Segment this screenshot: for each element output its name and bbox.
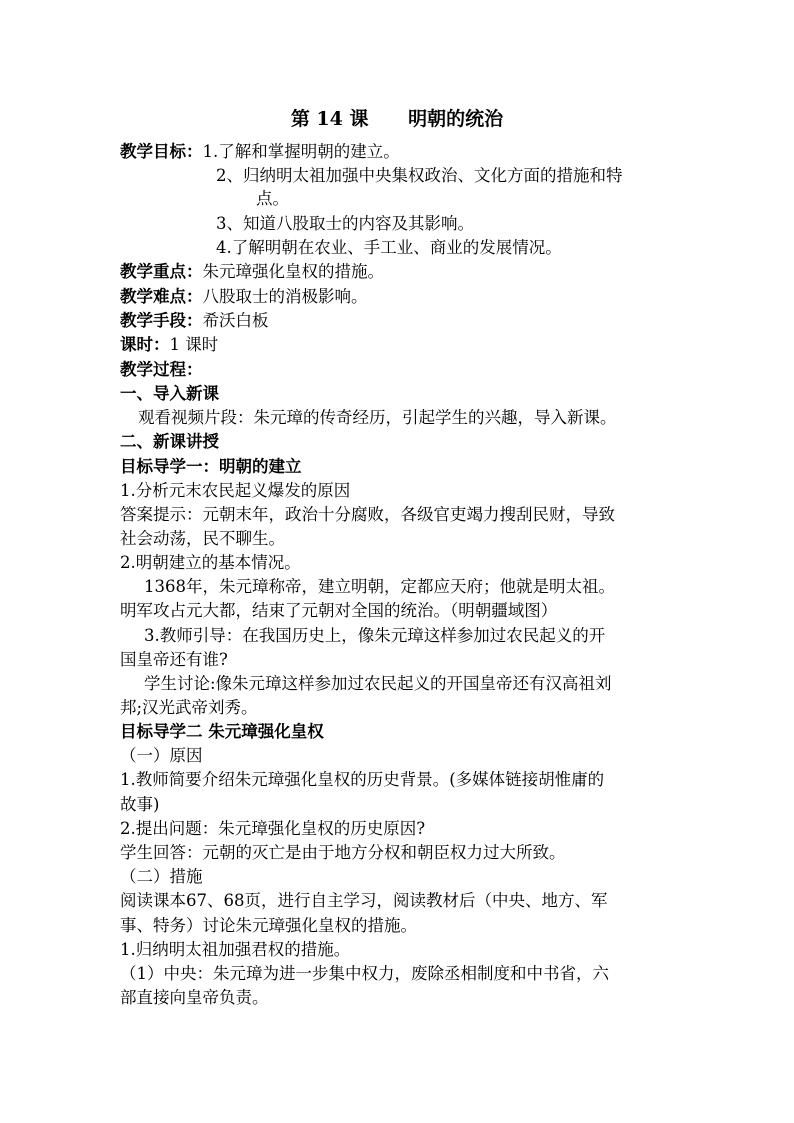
- process-label: 教学过程：: [120, 360, 203, 379]
- hours-line: [120, 333, 680, 357]
- objective-4: 4.了解明朝在农业、手工业、商业的发展情况。: [216, 238, 562, 257]
- lesson-title: 第 14 课 明朝的统治: [290, 108, 504, 130]
- goal2-sub2: （二）措施: [120, 867, 203, 886]
- goal1-p5a: 3.教师引导：在我国历史上，像朱元璋这样参加过农民起义的开: [144, 626, 606, 645]
- goal1-p2a: 答案提示：元朝末年，政治十分腐败，各级官吏竭力搜刮民财，导致: [120, 505, 615, 524]
- goal2-p5: 1.归纳明太祖加强君权的措施。: [120, 940, 351, 959]
- difficulty-line: [120, 285, 680, 309]
- section1-text: 观看视频片段：朱元璋的传奇经历，引起学生的兴趣，导入新课。: [138, 408, 617, 427]
- goal2-p6b: 部直接向皇帝负责。: [120, 988, 269, 1007]
- goal2-heading: 目标导学二 朱元璋强化皇权: [120, 722, 324, 741]
- key-point-label: 教学重点：: [120, 262, 203, 281]
- goal2-sub1: （一）原因: [120, 746, 203, 765]
- goal2-p4b: 事、特务）讨论朱元璋强化皇权的措施。: [120, 916, 417, 935]
- goal1-p5b: 国皇帝还有谁?: [120, 650, 228, 669]
- objective-2b: 点。: [256, 189, 289, 208]
- means-label: 教学手段：: [120, 311, 203, 330]
- hours-text: 1 课时: [169, 335, 219, 354]
- objective-2a: 2、归纳明太祖加强中央集权政治、文化方面的措施和特: [216, 166, 623, 185]
- goal2-p2: 2.提出问题：朱元璋强化皇权的历史原因?: [120, 819, 426, 838]
- goal1-p4b: 明军攻占元大都，结束了元朝对全国的统治。（明朝疆域图）: [120, 601, 558, 620]
- goal2-p1a: 1.教师简要介绍朱元璋强化皇权的历史背景。(多媒体链接胡惟庸的: [120, 770, 605, 789]
- key-point-line: [120, 260, 680, 284]
- objectives-label: 教学目标：: [120, 142, 203, 161]
- means-text: 希沃白板: [202, 311, 269, 330]
- goal2-p3: 学生回答：元朝的灭亡是由于地方分权和朝臣权力过大所致。: [120, 843, 566, 862]
- goal1-p3: 2.明朝建立的基本情况。: [120, 553, 301, 572]
- goal2-p6a: （1）中央：朱元璋为进一步集中权力，废除丞相制度和中书省，六: [120, 964, 609, 983]
- goal1-p4a: 1368年，朱元璋称帝，建立明朝，定都应天府；他就是明太祖。: [144, 577, 615, 596]
- hours-label: 课时：: [120, 335, 170, 354]
- section2-heading: 二、新课讲授: [120, 432, 219, 451]
- goal1-p1: 1.分析元末农民起义爆发的原因: [120, 481, 351, 500]
- goal1-p6b: 邦;汉光武帝刘秀。: [120, 698, 258, 717]
- goal2-p1b: 故事): [120, 795, 160, 814]
- objectives-line-1: [120, 140, 680, 164]
- goal1-heading: 目标导学一：明朝的建立: [120, 457, 302, 476]
- goal1-p2b: 社会动荡，民不聊生。: [120, 529, 285, 548]
- difficulty-label: 教学难点：: [120, 287, 203, 306]
- goal1-p6a: 学生讨论:像朱元璋这样参加过农民起义的开国皇帝还有汉高祖刘: [144, 674, 612, 693]
- difficulty-text: 八股取士的消极影响。: [202, 287, 368, 306]
- goal2-p4a: 阅读课本67、68页，进行自主学习，阅读教材后（中央、地方、军: [120, 891, 608, 910]
- objective-1: 1.了解和掌握明朝的建立。: [202, 142, 400, 161]
- means-line: [120, 309, 680, 333]
- objective-3: 3、知道八股取士的内容及其影响。: [216, 214, 474, 233]
- section1-heading: 一、导入新课: [120, 384, 219, 403]
- key-point-text: 朱元璋强化皇权的措施。: [202, 262, 384, 281]
